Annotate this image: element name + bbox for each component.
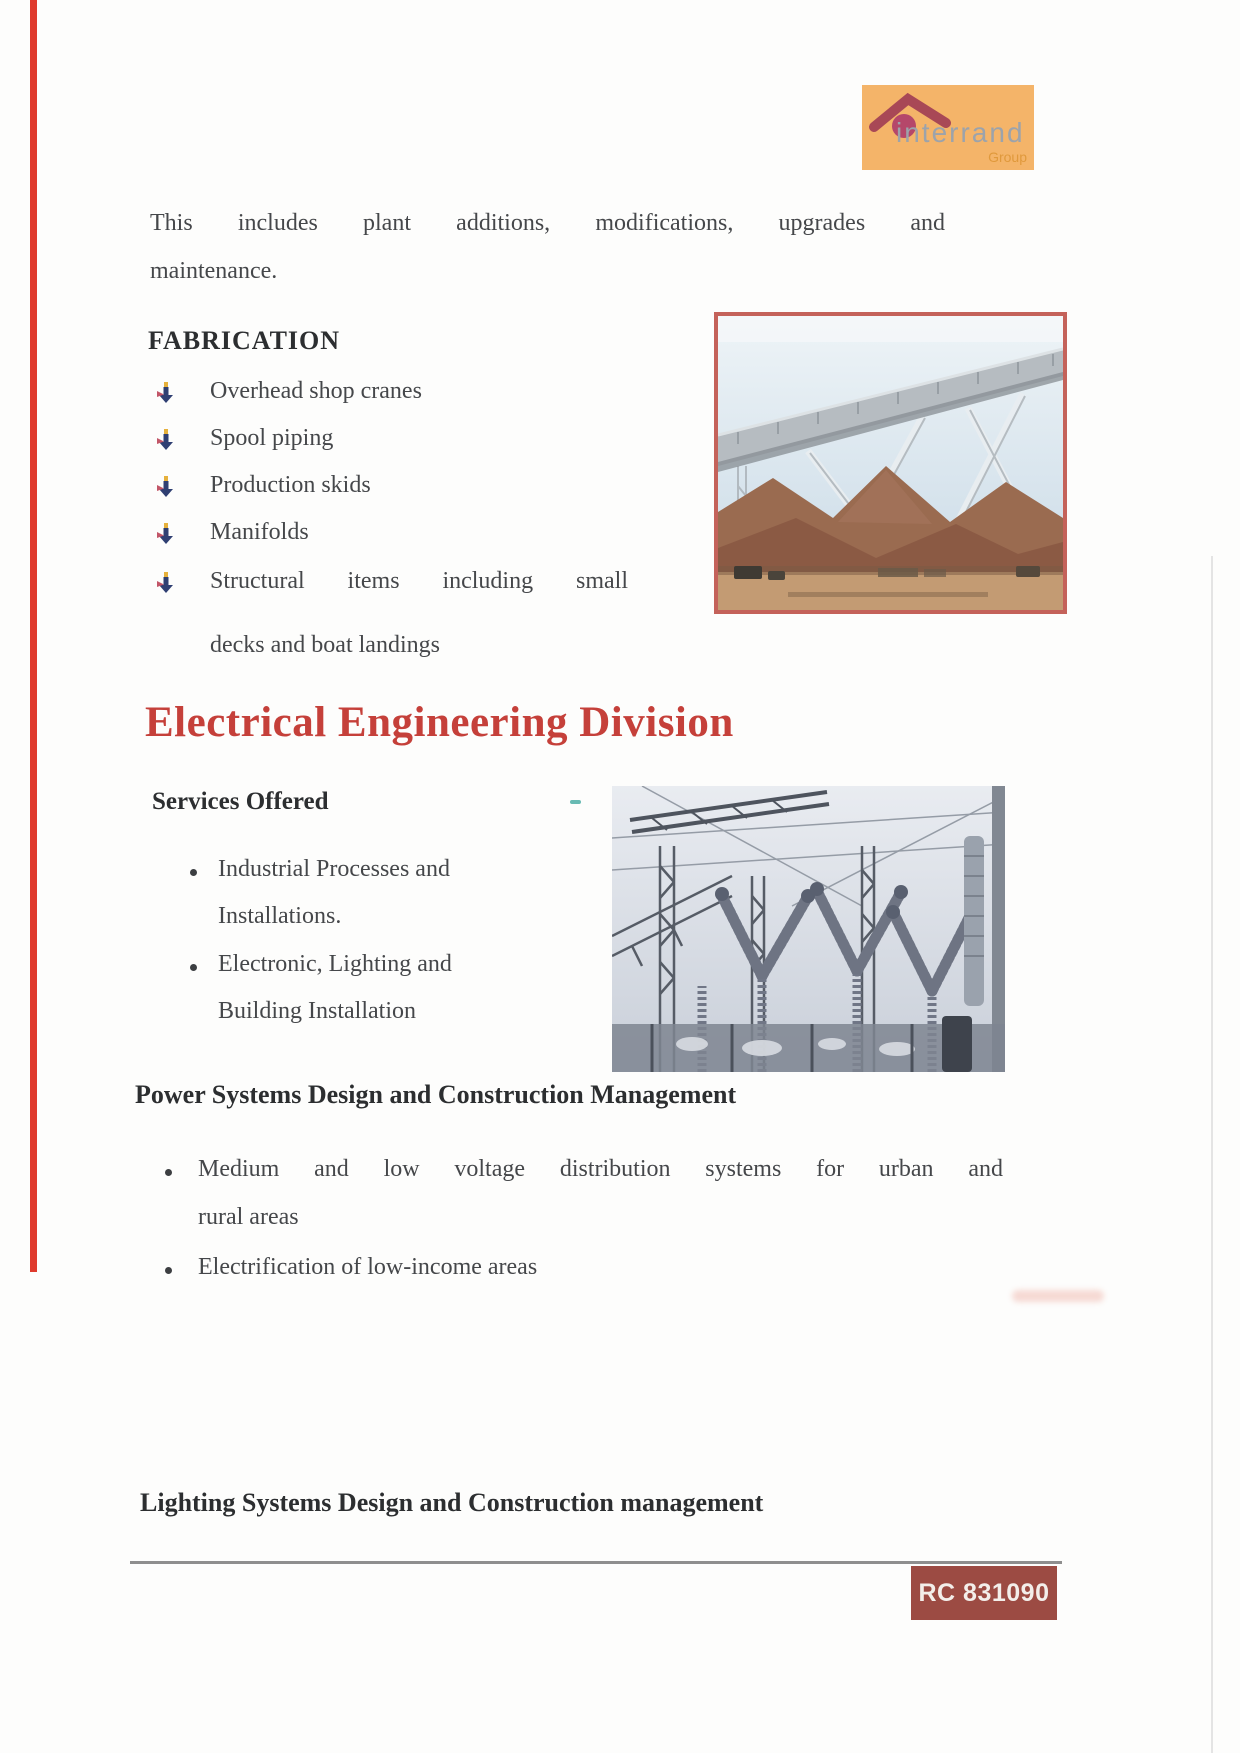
fabrication-item: Structural items including small [210, 568, 628, 594]
power-item-wrap: rural areas [198, 1204, 299, 1230]
down-arrow-bullet-icon [155, 382, 177, 404]
left-margin-line [30, 0, 37, 1272]
power-title: Power Systems Design and Construction Management [135, 1080, 737, 1109]
logo-brand: interrand [896, 117, 1025, 148]
logo [862, 85, 1034, 170]
pink-scan-smudge [1012, 1290, 1104, 1302]
bullet-dot [165, 1169, 172, 1176]
power-item: Medium and low voltage distribution systems for urban and [198, 1156, 1003, 1182]
down-arrow-bullet-icon [155, 429, 177, 451]
fabrication-title: FABRICATION [148, 326, 341, 355]
down-arrow-bullet-icon [155, 476, 177, 498]
services-title: Services Offered [152, 788, 329, 815]
down-arrow-bullet-icon [155, 523, 177, 545]
logo-suffix: Group [988, 149, 1027, 165]
bullet-dot [190, 964, 197, 971]
power-item: Electrification of low-income areas [198, 1254, 538, 1280]
bullet-dot [190, 869, 197, 876]
fabrication-item: Manifolds [210, 519, 309, 545]
right-scan-line [1211, 556, 1213, 1753]
bullet-dot [165, 1267, 172, 1274]
substation-illustration [612, 786, 1005, 1072]
footer-rule [130, 1561, 1062, 1564]
services-item-wrap: Building Installation [218, 998, 416, 1024]
division-title: Electrical Engineering Division [145, 699, 734, 746]
fabrication-photo [714, 312, 1067, 614]
fabrication-item: Spool piping [210, 425, 334, 451]
teal-scan-speck [570, 800, 581, 804]
conveyor-stockpile-illustration [718, 316, 1063, 610]
down-arrow-bullet-icon [155, 572, 177, 594]
fabrication-item-wrap: decks and boat landings [210, 632, 440, 658]
registration-badge [911, 1566, 1057, 1620]
fabrication-item: Overhead shop cranes [210, 378, 422, 404]
lighting-title: Lighting Systems Design and Construction management [140, 1488, 764, 1517]
services-item-wrap: Installations. [218, 903, 342, 929]
registration-number: RC 831090 [918, 1578, 1050, 1607]
services-item: Electronic, Lighting and [218, 951, 452, 977]
substation-photo [612, 786, 1005, 1072]
intro-line-1: This includes plant additions, modifications, upgrades and [150, 210, 945, 236]
intro-line-2: maintenance. [150, 258, 278, 284]
fabrication-item: Production skids [210, 472, 371, 498]
services-item: Industrial Processes and [218, 856, 450, 882]
